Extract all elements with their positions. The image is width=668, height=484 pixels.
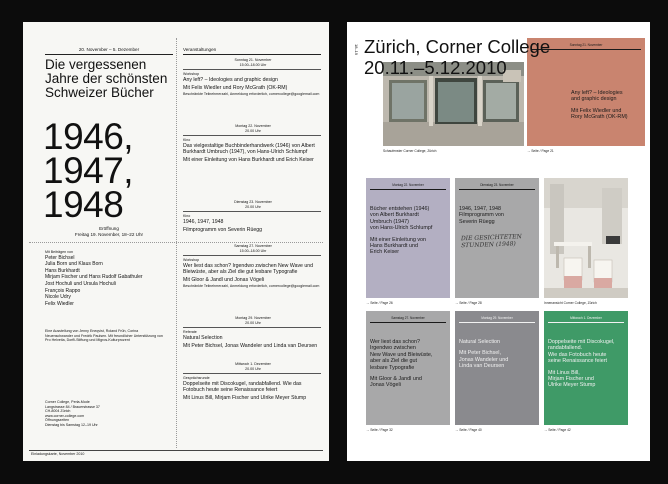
poster-line: Jonas Wandeler und: [459, 356, 509, 363]
contributor-name: Jost Hochuli und Ursula Hochuli: [45, 280, 116, 287]
event-item: [183, 362, 323, 401]
poster-header: Samstag 27. November: [391, 316, 425, 320]
contributor-name: Julia Born und Klaus Born: [45, 261, 103, 268]
contributors-block: [45, 250, 173, 307]
event-title: Das vielgestaltige Buchbinderhandwerk (1946) von Albert Burkhardt Umbruch (1947), von Hans-Ulrich Schlumpf: [183, 142, 315, 155]
poster-rule: [459, 189, 535, 190]
event-date: Montag 29. November: [235, 316, 271, 320]
spread-title-venue: Zürich, Corner College: [364, 36, 551, 57]
poster-line: Ulrike Meyer Stump: [548, 382, 596, 389]
poster-line: Severin Rüegg: [459, 218, 495, 225]
poster-link[interactable]: → Seite / Page 40: [455, 428, 482, 432]
event-people: Mit Gloor & Jandl und Jonas Vögeli: [183, 276, 265, 283]
event-people: Filmprogramm von Severin Rüegg: [183, 226, 262, 233]
contributor-name: François Rappo: [45, 287, 81, 294]
divider: [183, 54, 321, 55]
event-item: [183, 316, 323, 349]
poster-rule: [370, 322, 446, 323]
poster-line: aber als Ziel die gut: [370, 358, 418, 365]
contributor-name: Felix Wiedler: [45, 300, 74, 307]
event-date: Dienstag 23. November: [234, 200, 272, 204]
event-time: 20.00 Uhr: [245, 128, 261, 133]
events-label: Veranstaltungen: [183, 47, 217, 52]
event-title: Wer liest das schon? Irgendwo zwischen New Wave und Bleiwüste, aber als Ziel die gut lesbare Typografie: [183, 262, 314, 275]
poster-line: Mit Felix Wiedler und: [571, 107, 622, 114]
spread-title: [364, 36, 550, 78]
years-heading: [43, 116, 183, 225]
poster-line: Wie das Fotobuch heute: [548, 351, 607, 358]
contributor-name: Hans Burkhardt: [45, 267, 80, 274]
date-range: 20. November – 5. Dezember: [78, 47, 140, 52]
poster-link[interactable]: → Seite / Page 42: [544, 428, 571, 432]
event-date: Mittwoch 1. Dezember: [235, 362, 271, 366]
poster-header: Dienstag 23. November: [480, 183, 514, 187]
venue-address: [45, 400, 165, 428]
interior-caption: Innenansicht Corner College, Zürich: [544, 301, 597, 305]
divider: [183, 69, 321, 70]
event-title: Any left? – Ideologies and graphic design: [183, 76, 278, 83]
event-type: Gesprächsrunde: [183, 376, 210, 381]
venue-line: www.corner-college.com: [45, 413, 85, 418]
venue-line: Dienstag bis Samstag 12–19 Uhr: [45, 422, 98, 427]
poster-line: Mirjam Fischer und: [548, 376, 594, 383]
poster-text: [370, 339, 447, 389]
event-note: Beschränkte Teilnehmerzahl, Anmeldung erforderlich, cornercollege@googlemail.com: [183, 91, 320, 96]
poster-line: Umbruch (1947): [370, 218, 409, 225]
footer-note: Einladungskarte, November 2010: [31, 452, 85, 456]
divider: [183, 327, 321, 328]
event-people: Mit Linus Bill, Mirjam Fischer und Ulrike Meyer Stump: [183, 394, 307, 401]
poster-rule: [459, 322, 535, 323]
poster-line: Natural Selection: [459, 339, 501, 345]
event-type: Workshop: [183, 258, 200, 263]
event-type: Referate: [183, 330, 197, 335]
fold-line-vertical: [176, 38, 177, 448]
poster-line: von Hans-Ulrich Schlumpf: [370, 225, 433, 232]
event-time: 20.00 Uhr: [245, 366, 261, 371]
poster-header: Montag 29. November: [481, 316, 513, 320]
poster-line: seine Renaissance feiert: [548, 358, 608, 365]
venue-line: CH-8004 Zürich: [45, 409, 71, 414]
orange-poster-link[interactable]: → Seite / Page 21: [527, 149, 554, 153]
poster-line: and graphic design: [571, 96, 617, 103]
event-type: Workshop: [183, 72, 200, 77]
event-date-time: [223, 244, 283, 253]
event-date-time: [223, 124, 283, 133]
event-people: Mit Felix Wiedler und Rory McGrath (OK-RM): [183, 84, 288, 91]
poster-line: Any left? – Ideologies: [571, 90, 623, 96]
venue-line: Corner College, Perla-Mode: [45, 400, 90, 404]
event-date-time: [223, 316, 283, 325]
venue-line: Langstrasse 84 / Brauerstrasse 37: [45, 404, 100, 409]
event-title: Doppelseite mit Discokugel, randabfallend. Wie das Fotobuch heute seine Renaissance feiert: [183, 380, 302, 393]
poster-text: [370, 206, 447, 256]
opening-date: Freitag 19. November, 18–22 Uhr: [74, 231, 144, 237]
poster-line: Hans Burkhardt und: [370, 243, 418, 250]
poster-line: lesbare Typografie: [370, 364, 415, 371]
venue-line: Öffnungszeiten: [45, 418, 70, 423]
year-1947: 1947,: [43, 150, 134, 191]
divider: [183, 373, 321, 374]
page-number: 18–19: [354, 44, 359, 56]
events-list: [183, 58, 323, 448]
divider: [183, 211, 321, 212]
poster-lilac: [366, 178, 450, 298]
event-title: 1946, 1947, 1948: [183, 218, 224, 225]
poster-grey: [455, 178, 539, 298]
event-time: 15.00–18.00 Uhr: [239, 248, 267, 253]
event-note: Beschränkte Teilnehmerzahl, Anmeldung erforderlich, cornercollege@googlemail.com: [183, 283, 320, 288]
poster-lightgrey: [366, 311, 450, 425]
event-time: 15.00–18.00 Uhr: [239, 62, 267, 67]
poster-line: randabfallend.: [548, 345, 583, 352]
poster-header: Sonntag 21. November: [569, 43, 603, 47]
poster-text: [548, 339, 625, 389]
event-date: Montag 22. November: [235, 124, 271, 128]
event-type: Kino: [183, 214, 191, 219]
poster-line: Mit Linus Bill,: [548, 369, 580, 376]
year-1948: 1948: [43, 184, 124, 225]
event-type: Kino: [183, 138, 191, 143]
event-date: Samstag 27. November: [234, 244, 272, 248]
poster-header: Montag 22. November: [392, 183, 424, 187]
contributor-name: Nicole Udry: [45, 294, 71, 301]
poster-darkgrey: [455, 311, 539, 425]
poster-header: Mittwoch 1. Dezember: [570, 316, 602, 320]
poster-line: Mit einer Einleitung von: [370, 236, 427, 243]
poster-line: von Albert Burkhardt: [370, 212, 419, 219]
poster-line: New Wave und Bleiwüste,: [370, 351, 433, 358]
poster-line: Bücher entstehen (1946): [370, 206, 430, 212]
event-date-time: [223, 362, 283, 371]
event-people: Mit Peter Bichsel, Jonas Wandeler und Linda van Deursen: [183, 342, 318, 349]
poster-rule: [370, 189, 446, 190]
event-item: [183, 200, 323, 233]
event-date: Sonntag 21. November: [234, 58, 272, 62]
exhibition-title: Die vergessenen Jahre der schönsten Schweizer Bücher: [45, 57, 168, 100]
spread-title-dates: 20.11.–5.12.2010: [364, 57, 507, 78]
invitation-card-page: [23, 22, 329, 461]
divider: [45, 54, 173, 55]
event-date-time: [223, 58, 283, 67]
poster-line: Filmprogramm von: [459, 212, 504, 219]
poster-green: [544, 311, 628, 425]
poster-line: 1946, 1947, 1948: [459, 206, 501, 212]
poster-line: Irgendwo zwischen: [370, 345, 416, 352]
poster-link[interactable]: → Seite / Page 32: [366, 428, 393, 432]
event-item: [183, 58, 323, 96]
divider: [183, 135, 321, 136]
year-1946: 1946,: [43, 116, 134, 157]
poster-line: Mit Peter Bichsel,: [459, 350, 501, 357]
opening-label: Eröffnung: [99, 226, 119, 231]
event-date-time: [223, 200, 283, 209]
poster-line: Wer liest das schon?: [370, 339, 420, 345]
poster-line: Rory McGrath (OK-RM): [571, 114, 628, 121]
event-people: Mit einer Einleitung von Hans Burkhardt und Erich Keiser: [183, 156, 314, 163]
contributor-name: Mirjam Fischer und Hans Rudolf Gabathuler: [45, 274, 143, 281]
credits: Eine Ausstellung von Jenny Eneqvist, Roland Früh, Corina Neuenschwander und Fredrik Paulsen. Mit freundlicher Unterstützung von Pro Helvetia, Dorfli-Stiftung und Migros-Kulturprozent: [45, 329, 163, 343]
event-time: 20.00 Uhr: [245, 320, 261, 325]
opening-block: [45, 226, 173, 237]
contributor-name: Peter Bichsel: [45, 254, 75, 261]
poster-text: [571, 90, 642, 121]
divider: [183, 255, 321, 256]
poster-text: [459, 339, 536, 370]
poster-line: Mit Gloor & Jandl und: [370, 376, 422, 383]
poster-line: Jonas Vögeli: [370, 382, 401, 389]
poster-link[interactable]: → Seite / Page 28: [455, 301, 482, 305]
poster-rule: [548, 322, 624, 323]
poster-line: Erich Keiser: [370, 249, 400, 256]
storefront-caption: Schaufenster Corner College, Zürich: [383, 149, 437, 153]
event-title: Natural Selection: [183, 334, 223, 341]
poster-link[interactable]: → Seite / Page 26: [366, 301, 393, 305]
poster-line: Doppelseite mit Discokugel,: [548, 339, 615, 345]
poster-text: [459, 206, 536, 225]
contributors-label: Mit Beiträgen von: [45, 250, 73, 254]
footer-rule: [29, 450, 323, 451]
interior-photo: [544, 178, 628, 298]
poster-handwriting: DIE GESICHTETEN STUNDEN (1948): [460, 233, 522, 250]
poster-line: Linda van Deursen: [459, 363, 505, 370]
catalogue-page: [347, 22, 650, 461]
event-item: [183, 124, 323, 163]
event-time: 20.00 Uhr: [245, 204, 261, 209]
event-item: [183, 244, 323, 288]
